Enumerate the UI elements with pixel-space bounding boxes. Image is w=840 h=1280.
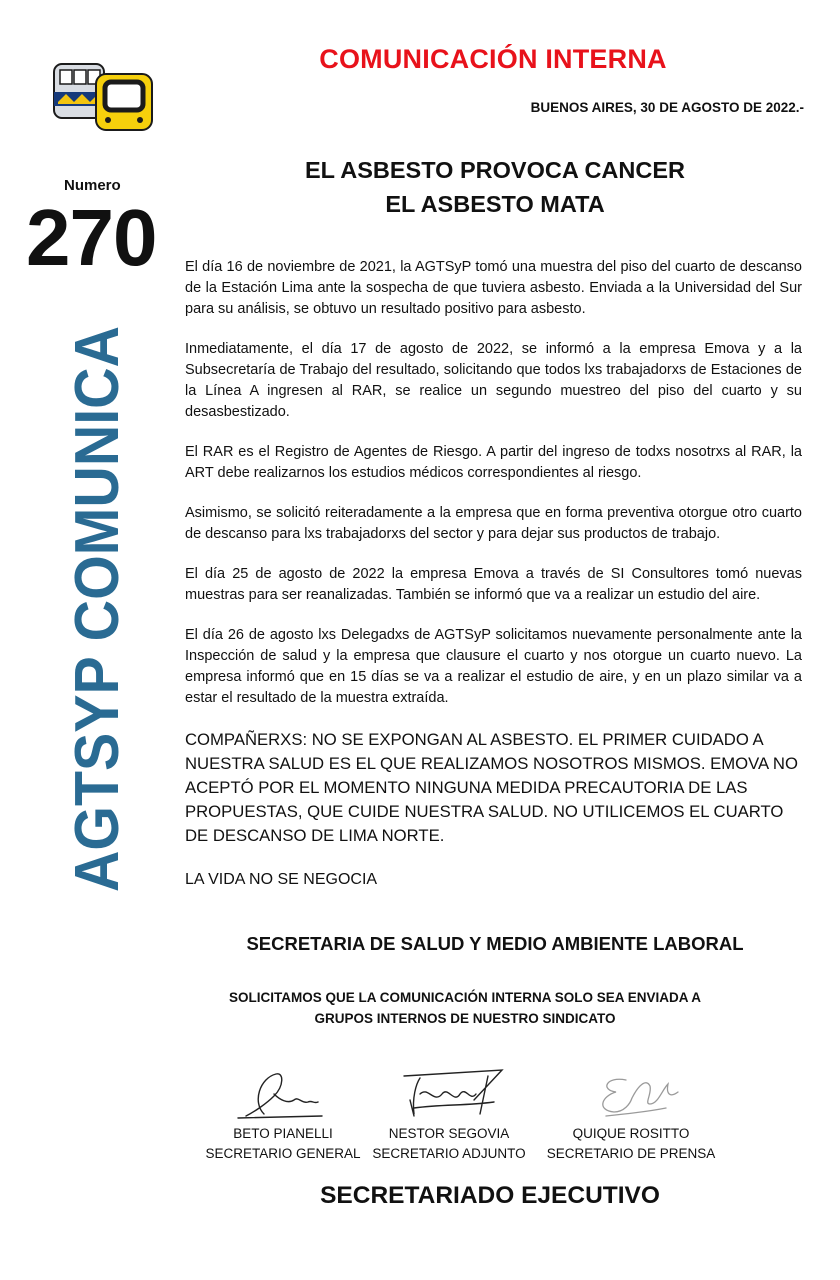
body-paragraph: El día 16 de noviembre de 2021, la AGTSyP tomó una muestra del piso del cuarto de descanso de la Estación Lima ante la sospecha de que tuviera asbesto. Enviada a la Universidad del Sur para su análisis, se obtuvo un resultado positivo para asbesto. (185, 259, 802, 317)
document-date: BUENOS AIRES, 30 DE AGOSTO DE 2022.- (530, 100, 804, 115)
signatory-name: BETO PIANELLI (233, 1126, 333, 1141)
number-label: Numero (64, 177, 121, 194)
vertical-brand-banner (63, 279, 132, 894)
signatory-role: SECRETARIO DE PRENSA (546, 1146, 716, 1161)
signatory-name: NESTOR SEGOVIA (388, 1126, 510, 1141)
signature-block (349, 1064, 549, 1164)
signatory-role: SECRETARIO GENERAL (205, 1146, 361, 1161)
body-paragraph: El día 25 de agosto de 2022 la empresa Emova a través de SI Consultores tomó nuevas muestras para ser reanalizadas. También se informó que va a realizar un estudio del aire. (185, 566, 802, 603)
body-text (185, 257, 802, 891)
signature-icon (384, 1064, 514, 1122)
issue-number: 270 (26, 193, 157, 282)
body-paragraph: El día 26 de agosto lxs Delegadxs de AGTSyP solicitamos nuevamente personalmente ante la Inspección de salud y la empresa que clausure el cuarto y nos otorgue un cuarto nuevo. La empresa informó que en 15 días se va a realizar el estudio de aire, y en un plazo similar va a estar el resultado de la muestra extraída. (185, 627, 802, 706)
warning-paragraph: COMPAÑERXS: NO SE EXPONGAN AL ASBESTO. EL PRIMER CUIDADO A NUESTRA SALUD ES EL QUE REALIZAMOS NOSOTROS MISMOS. EMOVA NO ACEPTÓ POR EL MOMENTO NINGUNA MEDIDA PRECAUTORIA DE LAS PROPUESTAS, QUE CUIDE NUESTRA SALUD. NO UTILICEMOS EL CUARTO DE DESCANSO DE LIMA NORTE. (185, 730, 798, 845)
headline-line-2: EL ASBESTO MATA (385, 191, 605, 217)
body-paragraph: Inmediatamente, el día 17 de agosto de 2022, se informó a la empresa Emova y a la Subsecretaría de Trabajo del resultado, solicitando que todos lxs trabajadorxs de Estaciones de la Línea A ingresen al RAR, se realice un segundo muestreo del piso del cuarto y su desasbestizado. (185, 341, 802, 420)
signatory-role: SECRETARIO ADJUNTO (372, 1146, 526, 1161)
body-paragraph: El RAR es el Registro de Agentes de Riesgo. A partir del ingreso de todxs nosotrxs al RAR, la ART debe realizarnos los estudios médicos correspondientes al riesgo. (185, 444, 802, 481)
distribution-request-line-2: GRUPOS INTERNOS DE NUESTRO SINDICATO (314, 1011, 616, 1026)
motto: LA VIDA NO SE NEGOCIA (185, 871, 378, 888)
distribution-request-line-1: SOLICITAMOS QUE LA COMUNICACIÓN INTERNA SOLO SEA ENVIADA A (228, 990, 701, 1005)
signatory-name: QUIQUE ROSITTO (572, 1126, 690, 1141)
signature-block (531, 1064, 731, 1164)
footer-heading: SECRETARIADO EJECUTIVO (320, 1182, 660, 1209)
distribution-request (175, 987, 755, 1029)
document-title: COMUNICACIÓN INTERNA (319, 44, 667, 74)
signature-icon (218, 1064, 348, 1122)
body-paragraph: Asimismo, se solicitó reiteradamente a la empresa que en forma preventiva otorgue otro cuarto de descanso para lxs trabajadorxs del sector y para dejar sus productos de trabajo. (185, 505, 802, 542)
secretariat-heading: SECRETARIA DE SALUD Y MEDIO AMBIENTE LABORAL (246, 933, 744, 954)
headline-line-1: EL ASBESTO PROVOCA CANCER (305, 157, 685, 183)
subway-train-logo-icon (52, 60, 156, 132)
signature-icon (566, 1064, 696, 1122)
vertical-brand-text: AGTSYP COMUNICA (63, 279, 132, 892)
